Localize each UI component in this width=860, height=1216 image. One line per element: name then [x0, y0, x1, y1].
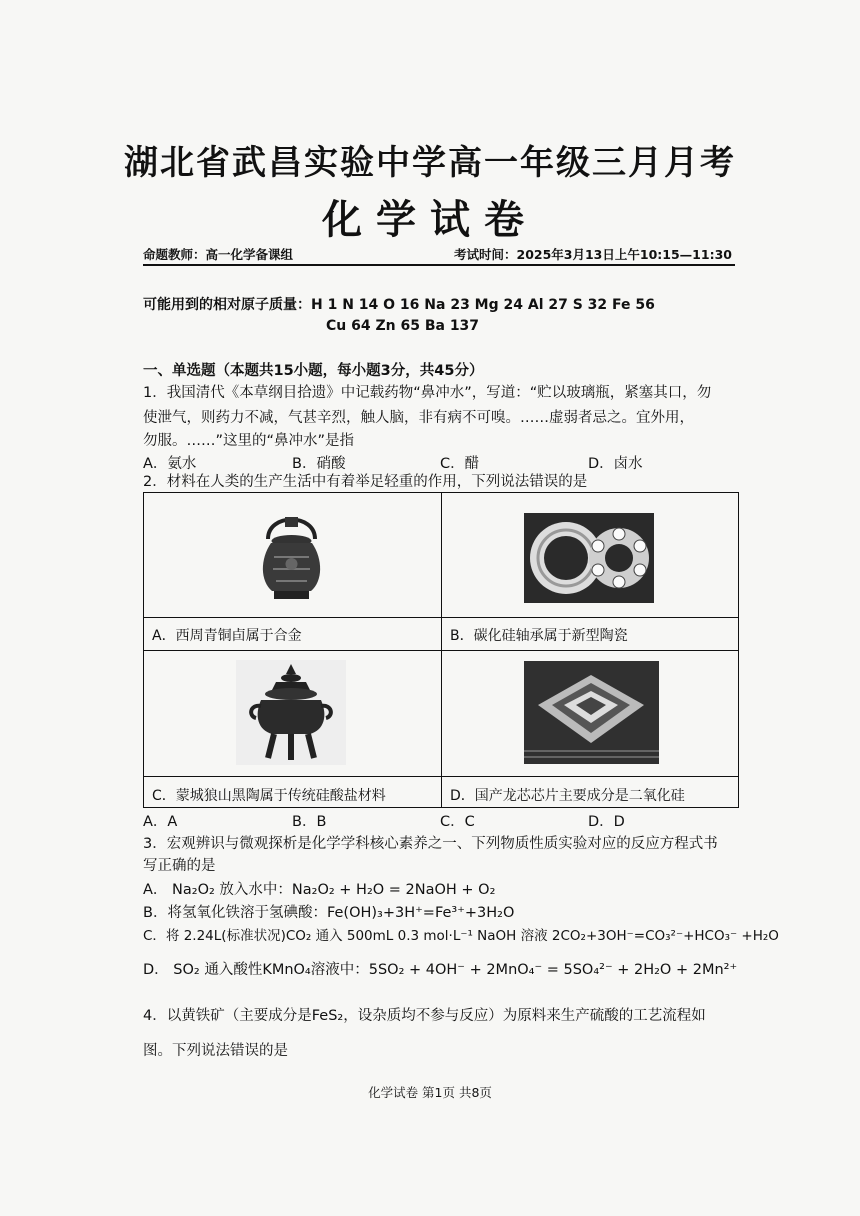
q1-line1: 1．我国清代《本草纲目拾遗》中记载药物“鼻冲水”，写道：“贮以玻璃瓶，紧塞其口，勿	[143, 385, 712, 401]
q2-caption-a: A．西周青铜卣属于合金	[152, 628, 302, 644]
q3-line2: 写正确的是	[143, 858, 216, 874]
q3-line1: 3．宏观辨识与微观探析是化学学科核心素养之一、下列物质性质实验对应的反应方程式书	[143, 836, 718, 852]
q2-option-c: C．C	[440, 814, 475, 830]
atomic-masses-line2: Cu 64 Zn 65 Ba 137	[326, 318, 480, 334]
q2-stem: 2．材料在人类的生产生活中有着举足轻重的作用，下列说法错误的是	[143, 474, 588, 490]
q2-option-a: A．A	[143, 814, 178, 830]
q2-caption-d: D．国产龙芯芯片主要成分是二氧化硅	[450, 788, 685, 804]
bronze-vessel-image	[254, 509, 329, 604]
q3-option-a: A． Na₂O₂ 放入水中：Na₂O₂ + H₂O = 2NaOH + O₂	[143, 882, 496, 898]
q1-line2: 使泄气，则药力不减，气甚辛烈，触人脑，非有病不可嗅。……虚弱者忌之。宜外用，	[143, 410, 694, 426]
grid-divider-3	[144, 776, 738, 777]
chip-image	[524, 661, 659, 764]
q3-option-b: B．将氢氧化铁溶于氢碘酸：Fe(OH)₃+3H⁺=Fe³⁺+3H₂O	[143, 905, 515, 921]
q2-image-grid	[143, 492, 739, 808]
q3-option-d: D． SO₂ 通入酸性KMnO₄溶液中：5SO₂ + 4OH⁻ + 2MnO₄⁻ = 5SO₄²⁻ + 2H₂O + 2Mn²⁺	[143, 962, 738, 978]
exam-subtitle: 化学试卷	[322, 196, 538, 243]
exam-time-text: 考试时间：2025年3月13日上午10:15—11:30	[454, 247, 732, 262]
q1-option-c: C．醋	[440, 456, 480, 472]
section-heading: 一、单选题（本题共15小题，每小题3分，共45分）	[143, 363, 484, 379]
atomic-masses-line1: 可能用到的相对原子质量：H 1 N 14 O 16 Na 23 Mg 24 Al 27 S 32 Fe 56	[143, 297, 655, 313]
q4-line2: 图。下列说法错误的是	[143, 1043, 288, 1059]
q3-option-c: C．将 2.24L(标准状况)CO₂ 通入 500mL 0.3 mol·L⁻¹ NaOH 溶液 2CO₂+3OH⁻=CO₃²⁻+HCO₃⁻ +H₂O	[143, 928, 779, 944]
exam-title: 湖北省武昌实验中学高一年级三月月考	[124, 143, 736, 183]
grid-divider-2	[144, 650, 738, 651]
page-footer: 化学试卷 第1页 共8页	[368, 1085, 492, 1100]
header-divider	[143, 264, 735, 266]
q1-option-d: D．卤水	[588, 456, 643, 472]
q2-caption-c: C．蒙城狼山黑陶属于传统硅酸盐材料	[152, 788, 386, 804]
grid-divider-1	[144, 617, 738, 618]
q1-option-b: B．硝酸	[292, 456, 346, 472]
bearing-image	[524, 513, 654, 603]
q4-line1: 4．以黄铁矿（主要成分是FeS₂，设杂质均不参与反应）为原料来生产硫酸的工艺流程如	[143, 1008, 706, 1024]
q1-line3: 勿服。……”这里的“鼻冲水”是指	[143, 433, 355, 449]
black-pottery-image	[236, 660, 346, 765]
q2-option-b: B．B	[292, 814, 327, 830]
q2-caption-b: B．碳化硅轴承属于新型陶瓷	[450, 628, 628, 644]
author-text: 命题教师：高一化学备课组	[143, 247, 294, 262]
q1-option-a: A．氨水	[143, 456, 197, 472]
q2-option-d: D．D	[588, 814, 625, 830]
